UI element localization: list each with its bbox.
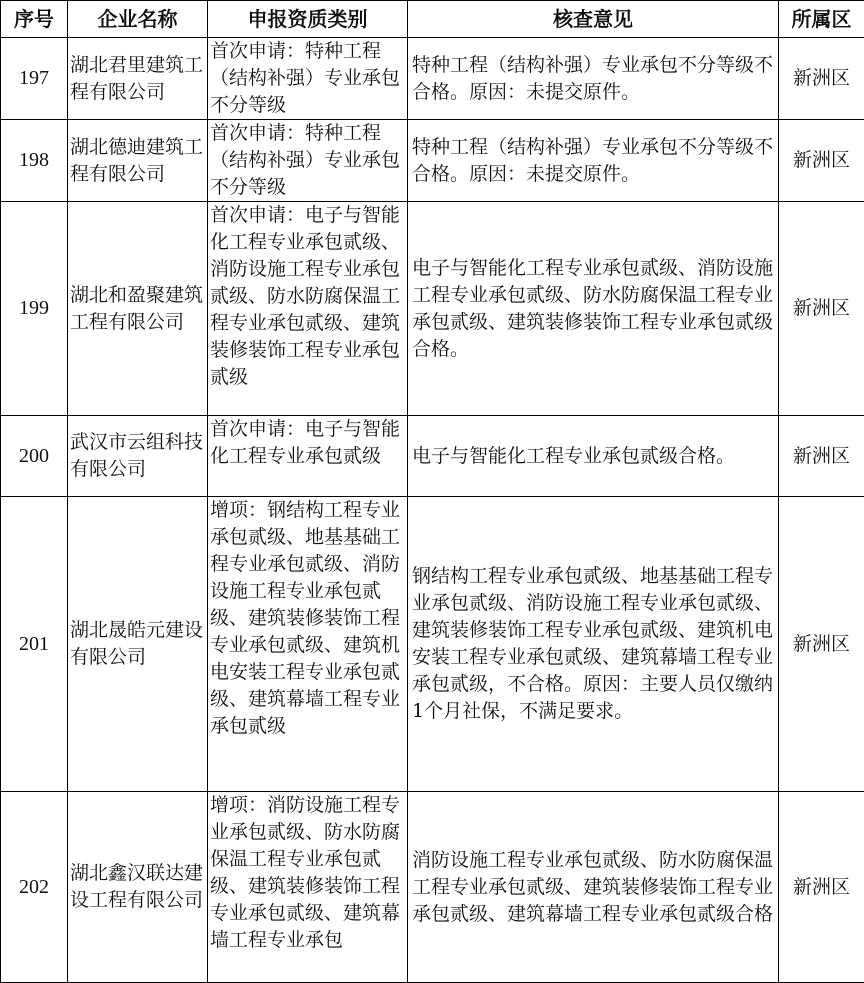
row-no: 201 [1,497,68,792]
row-district: 新洲区 [779,120,864,202]
row-company: 湖北德迪建筑工程有限公司 [68,120,208,202]
row-company: 湖北和盈聚建筑工程有限公司 [68,202,208,416]
row-opinion: 消防设施工程专业承包贰级、防水防腐保温工程专业承包贰级、建筑装修装饰工程专业承包贰级、建筑幕墙工程专业承包贰级合格 [408,792,779,983]
row-qualification: 首次申请：特种工程（结构补强）专业承包不分等级 [208,38,408,120]
row-qualification: 首次申请：电子与智能化工程专业承包贰级 [208,416,408,497]
header-row [1,1,864,38]
row-opinion: 钢结构工程专业承包贰级、地基基础工程专业承包贰级、消防设施工程专业承包贰级、建筑装修装饰工程专业承包贰级、建筑机电安装工程专业承包贰级、建筑幕墙工程专业承包贰级，不合格。原因：主要人员仅缴纳1个月社保，不满足要求。 [408,497,779,792]
header-company: 企业名称 [68,1,208,38]
row-no: 200 [1,416,68,497]
row-no: 197 [1,38,68,120]
row-company: 武汉市云组科技有限公司 [68,416,208,497]
row-opinion: 特种工程（结构补强）专业承包不分等级不合格。原因：未提交原件。 [408,120,779,202]
row-qualification: 增项：消防设施工程专业承包贰级、防水防腐保温工程专业承包贰级、建筑装修装饰工程专业承包贰级、建筑幕墙工程专业承包 [208,792,408,983]
row-no: 198 [1,120,68,202]
row-district: 新洲区 [779,497,864,792]
row-company: 湖北君里建筑工程有限公司 [68,38,208,120]
row-opinion: 电子与智能化工程专业承包贰级合格。 [408,416,779,497]
row-qualification: 首次申请：电子与智能化工程专业承包贰级、消防设施工程专业承包贰级、防水防腐保温工程专业承包贰级、建筑装修装饰工程专业承包贰级 [208,202,408,416]
table-row [1,792,864,983]
row-no: 199 [1,202,68,416]
row-opinion: 特种工程（结构补强）专业承包不分等级不合格。原因：未提交原件。 [408,38,779,120]
row-company: 湖北鑫汉联达建设工程有限公司 [68,792,208,983]
table-row [1,202,864,416]
row-no: 202 [1,792,68,983]
row-company: 湖北晟皓元建设有限公司 [68,497,208,792]
table-row [1,120,864,202]
header-qualification: 申报资质类别 [208,1,408,38]
row-qualification: 首次申请：特种工程（结构补强）专业承包不分等级 [208,120,408,202]
table-row [1,416,864,497]
row-district: 新洲区 [779,792,864,983]
header-no: 序号 [1,1,68,38]
row-opinion: 电子与智能化工程专业承包贰级、消防设施工程专业承包贰级、防水防腐保温工程专业承包贰级、建筑装修装饰工程专业承包贰级合格。 [408,202,779,416]
table-row [1,38,864,120]
row-district: 新洲区 [779,202,864,416]
header-opinion: 核查意见 [408,1,779,38]
row-district: 新洲区 [779,38,864,120]
row-district: 新洲区 [779,416,864,497]
row-qualification: 增项：钢结构工程专业承包贰级、地基基础工程专业承包贰级、消防设施工程专业承包贰级、建筑装修装饰工程专业承包贰级、建筑机电安装工程专业承包贰级、建筑幕墙工程专业承包贰级 [208,497,408,792]
header-district: 所属区 [779,1,864,38]
table-row [1,497,864,792]
